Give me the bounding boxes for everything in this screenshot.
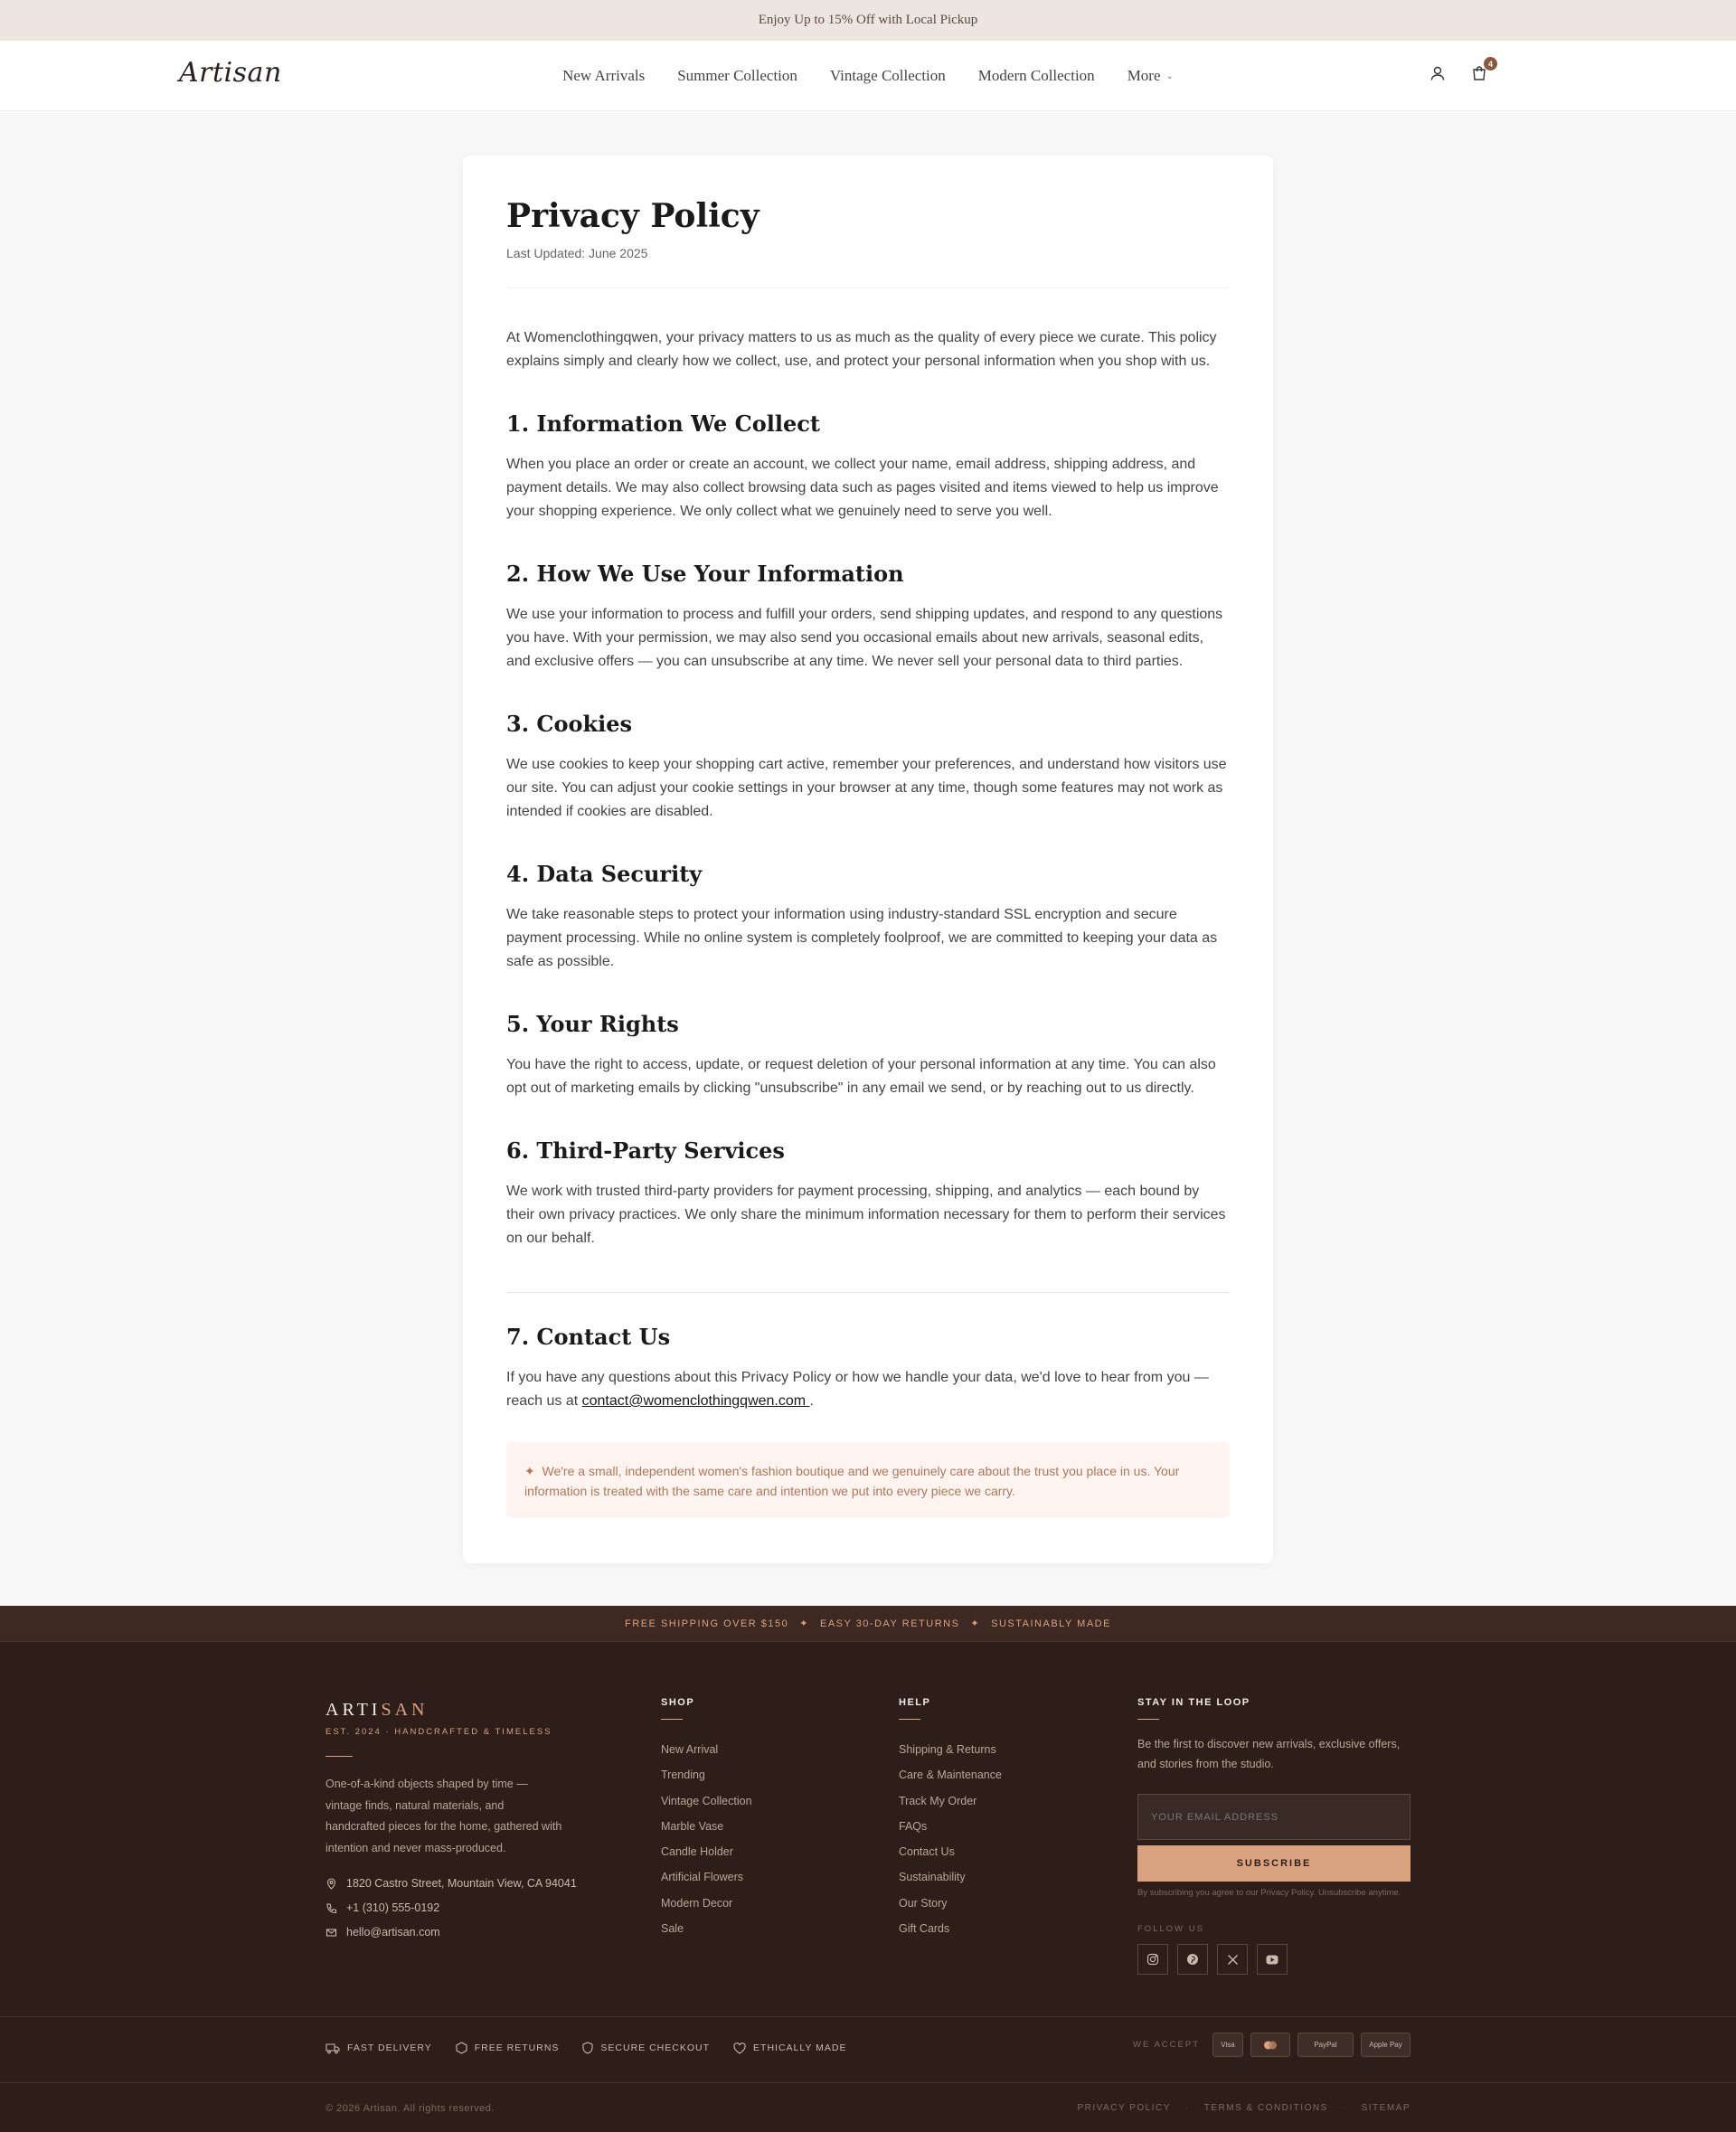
shield-icon bbox=[582, 2042, 593, 2054]
footer-link[interactable]: Vintage Collection bbox=[661, 1794, 752, 1807]
footer-brand bbox=[326, 1700, 428, 1721]
nav-label: More bbox=[1127, 67, 1161, 84]
mail-icon bbox=[326, 1927, 337, 1939]
terms-link[interactable]: TERMS & CONDITIONS bbox=[1203, 2103, 1328, 2113]
footer-link[interactable]: Artificial Flowers bbox=[661, 1871, 743, 1884]
cart-count-badge: 4 bbox=[1484, 57, 1497, 71]
nav-summer-collection[interactable] bbox=[677, 67, 797, 85]
privacy-policy-link[interactable]: PRIVACY POLICY bbox=[1077, 2103, 1171, 2113]
sitemap-link[interactable]: SITEMAP bbox=[1361, 2103, 1410, 2113]
brand-part-accent: SAN bbox=[381, 1700, 429, 1720]
contact-text: If you have any questions about this Privacy Policy or how we handle your data, we'd love to hear from you — reach us at bbox=[506, 1370, 1209, 1409]
accent-line bbox=[661, 1719, 683, 1720]
phone-icon bbox=[326, 1902, 337, 1914]
instagram-icon[interactable] bbox=[1137, 1944, 1168, 1975]
nav-label: Summer Collection bbox=[677, 67, 797, 84]
badge-fast-delivery bbox=[326, 2042, 432, 2054]
footer-email[interactable] bbox=[326, 1926, 440, 1939]
phone-text: +1 (310) 555-0192 bbox=[346, 1901, 440, 1914]
truck-icon bbox=[326, 2042, 340, 2054]
section-body: We use your information to process and fulfill your orders, send shipping updates, and respond to any questions you have. With your permission, we may also send you occasional emails about new arrivals, seasonal edits, and exclusive offers — you can unsubscribe at any time. We never sell your personal data to third parties. bbox=[506, 607, 1223, 669]
last-updated: Last Updated: June 2025 bbox=[506, 246, 648, 260]
subscribe-button[interactable]: SUBSCRIBE bbox=[1137, 1845, 1410, 1882]
section-how-we-use bbox=[506, 561, 1230, 674]
footer-link[interactable]: FAQs bbox=[899, 1819, 928, 1833]
help-heading: HELP bbox=[899, 1697, 931, 1708]
announcement-text: Enjoy Up to 15% Off with Local Pickup bbox=[758, 13, 978, 27]
badge-label: FAST DELIVERY bbox=[347, 2042, 432, 2053]
footer-description: One-of-a-kind objects shaped by time — vintage finds, natural materials, and handcrafted pieces for the home, gathered with intention and never mass-produced. bbox=[326, 1778, 562, 1854]
strip-item: SUSTAINABLY MADE bbox=[991, 1618, 1111, 1629]
paypal-card-icon: PayPal bbox=[1297, 2033, 1354, 2057]
nav-more[interactable] bbox=[1127, 67, 1174, 85]
email-text: hello@artisan.com bbox=[346, 1926, 440, 1939]
site-footer bbox=[0, 1606, 1736, 2132]
site-header bbox=[0, 41, 1736, 111]
account-icon[interactable] bbox=[1427, 62, 1448, 84]
section-body: We work with trusted third-party providers for payment processing, shipping, and analytics — each bound by their own privacy practices. We only share the minimum information necessary for them to perform their services on our behalf. bbox=[506, 1184, 1226, 1246]
legal-separator: · bbox=[1184, 2103, 1190, 2113]
footer-link[interactable]: Gift Cards bbox=[899, 1922, 950, 1936]
nav-label: New Arrivals bbox=[562, 67, 646, 84]
footer-link[interactable]: Candle Holder bbox=[661, 1845, 733, 1859]
accent-line bbox=[899, 1719, 920, 1720]
nav-modern-collection[interactable] bbox=[978, 67, 1095, 85]
section-heading: 4. Data Security bbox=[506, 861, 703, 887]
mastercard-icon bbox=[1250, 2033, 1290, 2057]
note-text: We're a small, independent women's fashion boutique and we genuinely care about the trust you place in us. Your information is treated with the same care and intention we put into every piece we carry. bbox=[524, 1464, 1180, 1498]
visa-card-icon: Visa bbox=[1212, 2033, 1243, 2057]
section-body: We take reasonable steps to protect your information using industry-standard SSL encryption and secure payment processing. While no online system is completely foolproof, we are committed to keeping your data as safe as possible. bbox=[506, 907, 1218, 969]
social-links bbox=[1137, 1944, 1288, 1975]
badge-label: SECURE CHECKOUT bbox=[600, 2042, 711, 2053]
x-twitter-icon[interactable] bbox=[1217, 1944, 1248, 1975]
section-body: You have the right to access, update, or request deletion of your personal information at any time. You can also opt out of marketing emails by clicking "unsubscribe" in any email we send, or by reaching out to us directly. bbox=[506, 1057, 1216, 1096]
newsletter-text: Be the first to discover new arrivals, exclusive offers, and stories from the studio. bbox=[1137, 1738, 1401, 1770]
badge-label: ETHICALLY MADE bbox=[753, 2042, 847, 2053]
newsletter-heading: STAY IN THE LOOP bbox=[1137, 1697, 1250, 1708]
footer-address bbox=[326, 1877, 577, 1890]
section-body: We use cookies to keep your shopping cart active, remember your preferences, and understand how visitors use our site. You can adjust your cookie settings in your browser at any time, though some features may not work as intended if cookies are disabled. bbox=[506, 757, 1227, 819]
newsletter-email-input[interactable] bbox=[1137, 1794, 1410, 1840]
payment-methods bbox=[1133, 2033, 1410, 2057]
brand-part: ARTI bbox=[326, 1700, 382, 1720]
footer-link[interactable]: Modern Decor bbox=[661, 1896, 733, 1910]
section-heading: 7. Contact Us bbox=[506, 1324, 671, 1350]
footer-link[interactable]: New Arrival bbox=[661, 1743, 719, 1756]
footer-divider bbox=[0, 2082, 1736, 2083]
strip-item: FREE SHIPPING OVER $150 bbox=[625, 1618, 789, 1629]
badge-secure-checkout bbox=[582, 2042, 710, 2054]
section-heading: 1. Information We Collect bbox=[506, 410, 820, 437]
footer-link[interactable]: Trending bbox=[661, 1769, 705, 1782]
cart-icon[interactable] bbox=[1468, 59, 1493, 84]
footer-link[interactable]: Marble Vase bbox=[661, 1819, 724, 1833]
divider bbox=[506, 1292, 1230, 1293]
apple-pay-card-icon: Apple Pay bbox=[1361, 2033, 1410, 2057]
section-third-party bbox=[506, 1137, 1230, 1250]
help-links bbox=[899, 1737, 1002, 1941]
trust-badges bbox=[326, 2042, 847, 2054]
shipping-strip bbox=[0, 1606, 1736, 1642]
announcement-bar bbox=[0, 0, 1736, 41]
footer-link[interactable]: Shipping & Returns bbox=[899, 1743, 996, 1756]
section-body bbox=[506, 1366, 1230, 1413]
we-accept-label: WE ACCEPT bbox=[1133, 2040, 1200, 2050]
footer-link[interactable]: Contact Us bbox=[899, 1845, 955, 1859]
section-contact-us bbox=[506, 1324, 1230, 1413]
intro-paragraph: At Womenclothingqwen, your privacy matters to us as much as the quality of every piece we curate. This policy explains simply and clearly how we collect, use, and protect your personal information when you shop with us. bbox=[506, 330, 1217, 369]
footer-link[interactable]: Track My Order bbox=[899, 1794, 977, 1807]
nav-label: Vintage Collection bbox=[829, 67, 946, 84]
footer-tagline: EST. 2024 · HANDCRAFTED & TIMELESS bbox=[326, 1727, 552, 1737]
box-icon bbox=[456, 2042, 467, 2054]
badge-ethically-made bbox=[733, 2042, 846, 2054]
youtube-icon[interactable] bbox=[1257, 1944, 1288, 1975]
header-icons bbox=[1427, 59, 1493, 84]
strip-item: EASY 30-DAY RETURNS bbox=[819, 1618, 960, 1629]
heart-icon bbox=[733, 2042, 746, 2054]
footer-link[interactable]: Our Story bbox=[899, 1896, 948, 1910]
location-pin-icon bbox=[326, 1878, 337, 1890]
footer-phone[interactable] bbox=[326, 1901, 439, 1914]
section-information-we-collect bbox=[506, 410, 1230, 524]
follow-us-label: FOLLOW US bbox=[1137, 1924, 1204, 1934]
shop-heading: SHOP bbox=[661, 1697, 695, 1708]
footer-link[interactable]: Care & Maintenance bbox=[899, 1769, 1002, 1782]
legal-links bbox=[1077, 2103, 1410, 2113]
nav-label: Modern Collection bbox=[977, 67, 1095, 84]
section-cookies bbox=[506, 711, 1230, 824]
section-heading: 6. Third-Party Services bbox=[506, 1137, 785, 1164]
section-heading: 5. Your Rights bbox=[506, 1011, 679, 1037]
section-heading: 3. Cookies bbox=[506, 711, 633, 737]
nav-new-arrivals[interactable] bbox=[562, 67, 645, 85]
shop-links bbox=[661, 1737, 752, 1941]
contact-email-link[interactable]: contact@womenclothingqwen.com bbox=[581, 1393, 810, 1409]
logo[interactable]: Artisan bbox=[179, 57, 282, 89]
badge-label: FREE RETURNS bbox=[474, 2042, 560, 2053]
address-text: 1820 Castro Street, Mountain View, CA 94041 bbox=[346, 1877, 577, 1890]
privacy-policy-card bbox=[463, 156, 1273, 1563]
section-your-rights bbox=[506, 1011, 1230, 1100]
pinterest-icon[interactable] bbox=[1177, 1944, 1208, 1975]
nav-vintage-collection[interactable] bbox=[830, 67, 946, 85]
copyright: © 2026 Artisan. All rights reserved. bbox=[326, 2103, 495, 2114]
contact-text-end: . bbox=[809, 1393, 814, 1409]
strip-separator: ✦ bbox=[799, 1618, 809, 1629]
accent-line bbox=[326, 1756, 353, 1757]
section-body: When you place an order or create an account, we collect your name, email address, shipping address, and payment details. We may also collect browsing data such as pages visited and items viewed to help us improve your shopping experience. We only collect what we genuinely need to serve you well. bbox=[506, 457, 1219, 519]
sparkle-icon: ✦ bbox=[524, 1464, 535, 1478]
section-data-security bbox=[506, 861, 1230, 974]
boutique-note bbox=[506, 1442, 1230, 1518]
legal-separator: · bbox=[1342, 2103, 1347, 2113]
subscribe-fine-print: By subscribing you agree to our Privacy Policy. Unsubscribe anytime. bbox=[1137, 1888, 1401, 1898]
page-title: Privacy Policy bbox=[506, 197, 760, 235]
footer-divider bbox=[0, 2016, 1736, 2017]
chevron-down-icon: ⌄ bbox=[1165, 71, 1174, 81]
section-heading: 2. How We Use Your Information bbox=[506, 561, 904, 587]
footer-link[interactable]: Sale bbox=[661, 1922, 684, 1936]
badge-free-returns bbox=[456, 2042, 560, 2054]
footer-link[interactable]: Sustainability bbox=[899, 1871, 966, 1884]
accent-line bbox=[1137, 1719, 1159, 1720]
strip-separator: ✦ bbox=[970, 1618, 981, 1629]
